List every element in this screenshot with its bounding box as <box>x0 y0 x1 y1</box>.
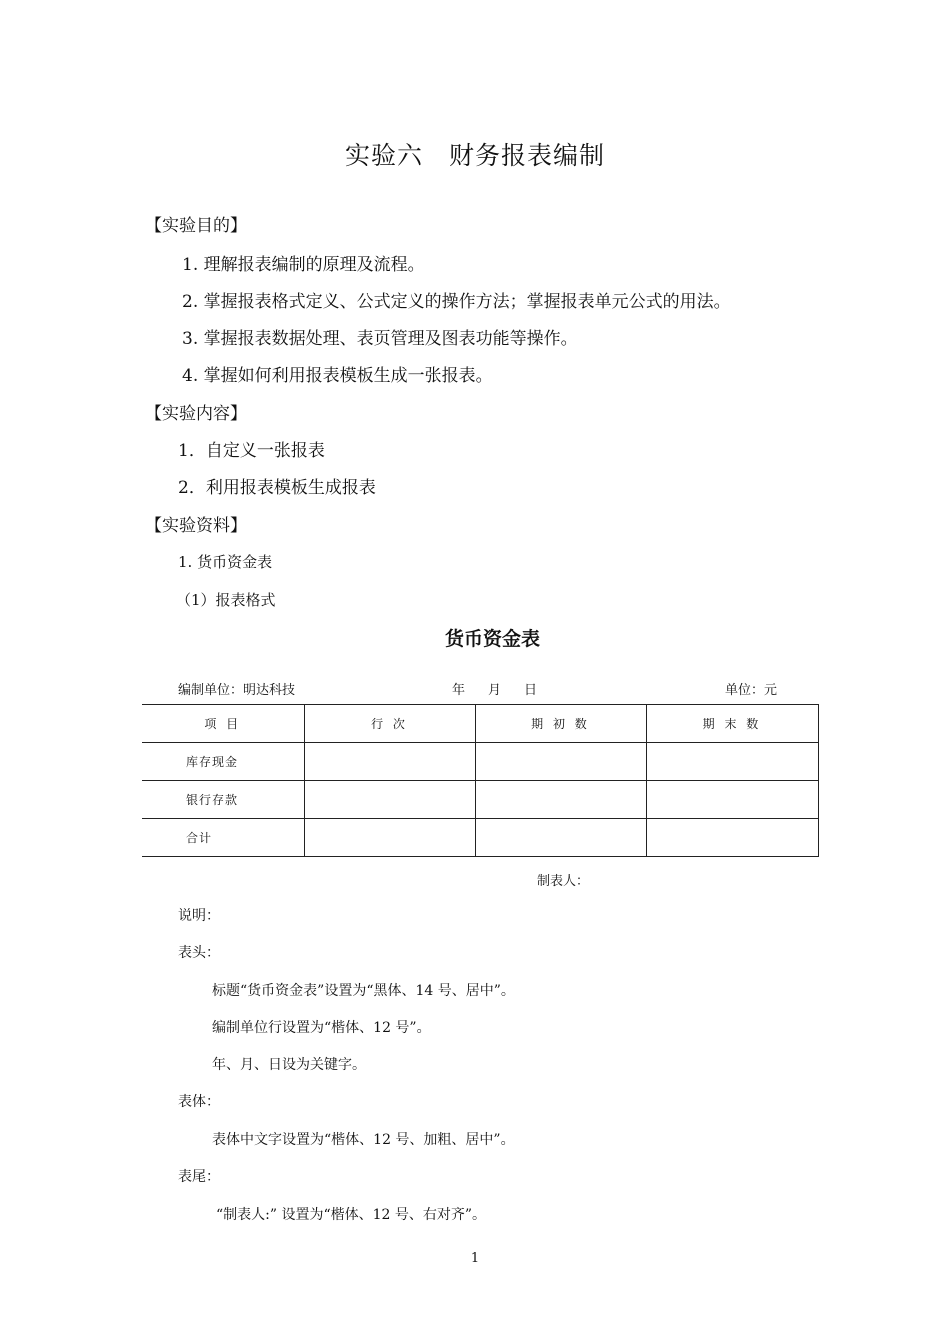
notes-footer-line-1: “制表人:” 设置为“楷体、12 号、右对齐”。 <box>216 1207 487 1223</box>
page-title: 实验六 财务报表编制 <box>344 141 605 170</box>
notes-footer-heading: 表尾： <box>178 1169 220 1185</box>
section-heading-purpose: 【实验目的】 <box>145 216 247 236</box>
notes-header-line-1: 标题“货币资金表”设置为“黑体、14 号、居中”。 <box>212 983 515 999</box>
table-cell <box>304 819 475 857</box>
table-cell <box>475 743 646 781</box>
table-row <box>142 819 818 857</box>
table-header-row <box>142 705 818 743</box>
purpose-item-3: 3. 掌握报表数据处理、表页管理及图表功能等操作。 <box>182 329 578 349</box>
header-line-no: 行 次 <box>304 705 475 743</box>
section-heading-material: 【实验资料】 <box>145 516 247 536</box>
table-cell <box>646 743 818 781</box>
row-label-total: 合计 <box>142 819 304 857</box>
notes-header-heading: 表头： <box>178 945 220 961</box>
report-table <box>142 704 819 857</box>
header-opening: 期 初 数 <box>475 705 646 743</box>
header-item: 项 目 <box>142 705 304 743</box>
material-sub-1: （1）报表格式 <box>176 591 276 609</box>
content-item-2: 2．利用报表模板生成报表 <box>178 478 376 498</box>
table-cell <box>475 819 646 857</box>
report-unit: 编制单位：明达科技 <box>178 683 296 698</box>
notes-heading: 说明： <box>178 908 220 924</box>
report-year: 年 <box>452 683 466 698</box>
report-day: 日 <box>524 683 538 698</box>
section-heading-content: 【实验内容】 <box>145 404 247 424</box>
report-month: 月 <box>488 683 502 698</box>
table-cell <box>646 781 818 819</box>
table-cell <box>646 819 818 857</box>
table-cell <box>304 781 475 819</box>
table-cell <box>304 743 475 781</box>
purpose-item-4: 4. 掌握如何利用报表模板生成一张报表。 <box>182 366 493 386</box>
page-number: 1 <box>470 1251 480 1266</box>
purpose-item-1: 1. 理解报表编制的原理及流程。 <box>182 255 425 275</box>
report-title: 货币资金表 <box>444 628 540 650</box>
notes-header-line-2: 编制单位行设置为“楷体、12 号”。 <box>212 1020 431 1036</box>
row-label-cash: 库存现金 <box>142 743 304 781</box>
material-item-1: 1. 货币资金表 <box>178 553 273 571</box>
table-cell <box>475 781 646 819</box>
row-label-bank: 银行存款 <box>142 781 304 819</box>
table-row <box>142 743 818 781</box>
notes-header-line-3: 年、月、日设为关键字。 <box>212 1057 366 1073</box>
table-row <box>142 781 818 819</box>
purpose-item-2: 2. 掌握报表格式定义、公式定义的操作方法；掌握报表单元公式的用法。 <box>182 292 731 312</box>
report-maker: 制表人： <box>537 874 590 889</box>
content-item-1: 1．自定义一张报表 <box>178 441 325 461</box>
notes-body-line-1: 表体中文字设置为“楷体、12 号、加粗、居中”。 <box>212 1132 515 1148</box>
report-currency: 单位：元 <box>725 683 778 698</box>
header-closing: 期 末 数 <box>646 705 818 743</box>
notes-body-heading: 表体： <box>178 1094 220 1110</box>
